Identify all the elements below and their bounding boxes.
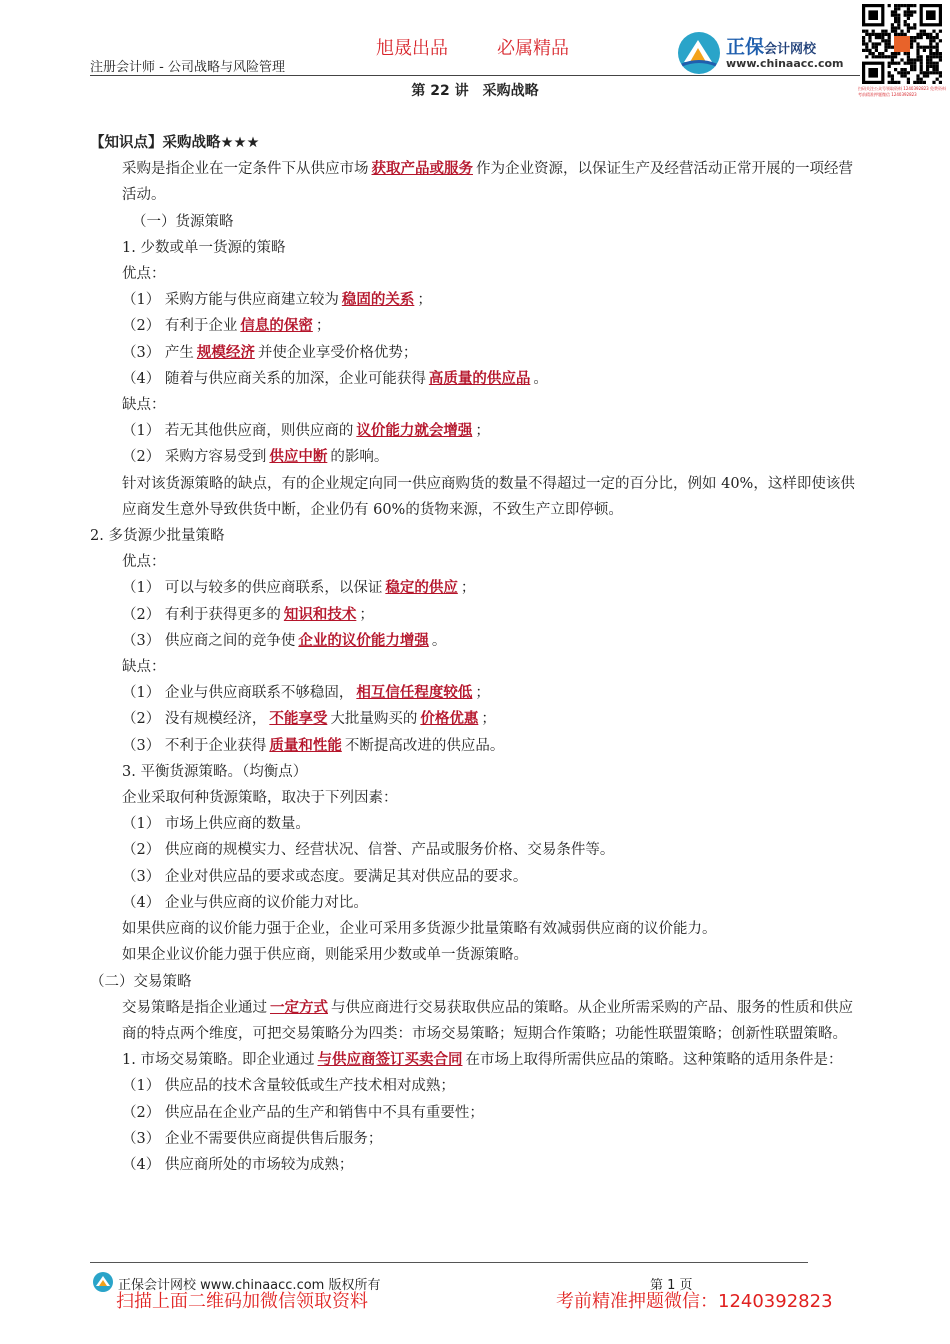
text: ； bbox=[359, 606, 374, 623]
text: 采购是指企业在一定条件下从供应市场 bbox=[122, 161, 369, 178]
paragraph: 针对该货源策略的缺点，有的企业规定向同一供应商购货的数量不得超过一定的百分比，例如 40%，这样即使该供应商发生意外导致供货中断，企业仍有 60%的货物来源，不致生产立即停顿。 bbox=[122, 475, 855, 518]
section-heading: 【知识点】采购战略★★★ bbox=[90, 135, 260, 151]
label: 优点： bbox=[122, 554, 166, 571]
brand-sub: 会计网校 bbox=[764, 42, 817, 57]
text: （1） 可以与较多的供应商联系，以保证 bbox=[122, 580, 383, 597]
text: ； bbox=[475, 423, 490, 440]
keyword: 企业的议价能力增强 bbox=[298, 632, 429, 649]
list-item: （3） 企业不需要供应商提供售后服务； bbox=[122, 1130, 383, 1147]
list-item bbox=[90, 706, 858, 732]
list-item bbox=[90, 340, 858, 366]
text: ； bbox=[315, 318, 331, 335]
text: 与供应商进行交易获取供应品的策略。从企业所需采购的产品、服务的性质和供应商的特点两个维度，可把交易策略分为四类：市场交易策略；短期合作策略；功能性联盟策略；创新性联盟策略。 bbox=[122, 999, 853, 1042]
list-item bbox=[90, 366, 858, 392]
text: 在市场上取得所需供应品的策略。这种策略的适用条件是： bbox=[465, 1052, 843, 1069]
keyword: 规模经济 bbox=[196, 344, 255, 361]
list-item: （4） 企业与供应商的议价能力对比。 bbox=[122, 894, 368, 911]
paragraph bbox=[90, 1047, 858, 1073]
page-number: 第 1 页 bbox=[650, 1278, 693, 1293]
text: ； bbox=[481, 711, 496, 728]
list-item: （4） 供应商所处的市场较为成熟； bbox=[122, 1156, 354, 1173]
label: 缺点： bbox=[122, 397, 166, 414]
subheading: （二）交易策略 bbox=[90, 973, 192, 990]
keyword: 质量和性能 bbox=[269, 737, 342, 754]
list-item bbox=[90, 733, 858, 759]
brand-url: www.chinaacc.com bbox=[726, 57, 844, 70]
text: ； bbox=[460, 580, 476, 597]
text: 并使企业享受价格优势； bbox=[257, 344, 418, 361]
course-title: 注册会计师 - 公司战略与风险管理 bbox=[90, 60, 285, 75]
list-item: （1） 市场上供应商的数量。 bbox=[122, 816, 310, 833]
text: 的影响。 bbox=[330, 449, 389, 466]
list-item bbox=[90, 313, 858, 339]
keyword: 一定方式 bbox=[270, 999, 328, 1016]
brand-logo-icon bbox=[676, 30, 722, 76]
brand-logo bbox=[676, 30, 856, 78]
document-body bbox=[90, 130, 858, 1178]
footer-copyright: 正保会计网校 www.chinaacc.com 版权所有 bbox=[118, 1278, 381, 1293]
text: （4） 随着与供应商关系的加深，企业可能获得 bbox=[122, 370, 426, 387]
list-item bbox=[90, 575, 858, 601]
list-item bbox=[90, 418, 858, 444]
text: （1） 企业与供应商联系不够稳固， bbox=[122, 685, 354, 702]
keyword: 稳固的关系 bbox=[341, 292, 415, 309]
subheading: 2. 多货源少批量策略 bbox=[90, 528, 225, 545]
text: （2） 有利于获得更多的 bbox=[122, 606, 281, 623]
footer-divider bbox=[90, 1262, 808, 1263]
slogan-left: 旭晟出品 bbox=[376, 38, 448, 59]
text: （1） 采购方能与供应商建立较为 bbox=[122, 292, 339, 309]
text: （3） 产生 bbox=[122, 344, 194, 361]
text: （2） 有利于企业 bbox=[122, 318, 238, 335]
keyword: 价格优惠 bbox=[420, 711, 479, 728]
keyword: 获取产品或服务 bbox=[371, 161, 473, 178]
text: （2） 没有规模经济， bbox=[122, 711, 267, 728]
list-item: （3） 企业对供应品的要求或态度。要满足其对供应品的要求。 bbox=[122, 868, 528, 885]
text: （3） 不利于企业获得 bbox=[122, 737, 267, 754]
text: 不断提高改进的供应品。 bbox=[344, 737, 505, 754]
slogan-right: 必属精品 bbox=[497, 38, 569, 59]
label: 优点： bbox=[122, 266, 166, 283]
list-item bbox=[90, 444, 858, 470]
text: 1. 市场交易策略。即企业通过 bbox=[122, 1052, 315, 1069]
keyword: 与供应商签订买卖合同 bbox=[317, 1052, 463, 1069]
list-item bbox=[90, 680, 858, 706]
keyword: 不能享受 bbox=[269, 711, 328, 728]
keyword: 信息的保密 bbox=[240, 318, 313, 335]
list-item bbox=[90, 628, 858, 654]
list-item bbox=[90, 287, 858, 313]
keyword: 高质量的供应品 bbox=[428, 370, 531, 387]
text: ； bbox=[475, 685, 490, 702]
text: 交易策略是指企业通过 bbox=[122, 999, 267, 1016]
subheading: 3. 平衡货源策略。（均衡点） bbox=[122, 763, 308, 780]
keyword: 相互信任程度较低 bbox=[356, 685, 473, 702]
header-divider bbox=[90, 75, 860, 76]
paragraph: 企业采取何种货源策略，取决于下列因素： bbox=[122, 790, 398, 807]
list-item: （2） 供应商的规模实力、经营状况、信誉、产品或服务价格、交易条件等。 bbox=[122, 842, 615, 859]
keyword: 知识和技术 bbox=[283, 606, 357, 623]
subheading: （一）货源策略 bbox=[132, 213, 234, 230]
label: 缺点： bbox=[122, 659, 166, 676]
lecture-title: 第 22 讲 采购战略 bbox=[411, 83, 539, 99]
text: （3） 供应商之间的竞争使 bbox=[122, 632, 296, 649]
qr-code-graphic bbox=[862, 4, 942, 84]
footer-logo-icon bbox=[92, 1271, 114, 1293]
paragraph bbox=[90, 156, 858, 208]
text: 大批量购买的 bbox=[330, 711, 418, 728]
qr-code-icon bbox=[862, 4, 942, 84]
text: （2） 采购方容易受到 bbox=[122, 449, 267, 466]
list-item: （1） 供应品的技术含量较低或生产技术相对成熟； bbox=[122, 1078, 455, 1095]
text: 。 bbox=[431, 632, 447, 649]
list-item bbox=[90, 602, 858, 628]
brand-name bbox=[726, 32, 816, 59]
paragraph: 如果企业议价能力强于供应商，则能采用少数或单一货源策略。 bbox=[122, 947, 528, 964]
text: （1） 若无其他供应商，则供应商的 bbox=[122, 423, 354, 440]
footer-promo-left: 扫描上面二维码加微信领取资料 bbox=[116, 1291, 368, 1312]
footer-promo-right: 考前精准押题微信：1240392823 bbox=[556, 1291, 833, 1312]
keyword: 稳定的供应 bbox=[385, 580, 458, 597]
subheading: 1. 少数或单一货源的策略 bbox=[122, 239, 286, 256]
text: ； bbox=[417, 292, 432, 309]
text: 。 bbox=[533, 370, 548, 387]
keyword: 供应中断 bbox=[269, 449, 328, 466]
brand-main: 正保 bbox=[726, 36, 765, 58]
paragraph bbox=[90, 995, 858, 1047]
text: 作为企业资源，以保证生产及经营活动正常开展的一项经营活动。 bbox=[122, 161, 853, 204]
list-item: （2） 供应品在企业产品的生产和销售中不具有重要性； bbox=[122, 1104, 484, 1121]
paragraph: 如果供应商的议价能力强于企业，企业可采用多货源少批量策略有效减弱供应商的议价能力。 bbox=[122, 921, 717, 938]
qr-note: 扫码关注公众号领取资料 1240392823 免费资料 考前精准押题微信 1240392823 bbox=[858, 86, 946, 97]
keyword: 议价能力就会增强 bbox=[356, 423, 473, 440]
